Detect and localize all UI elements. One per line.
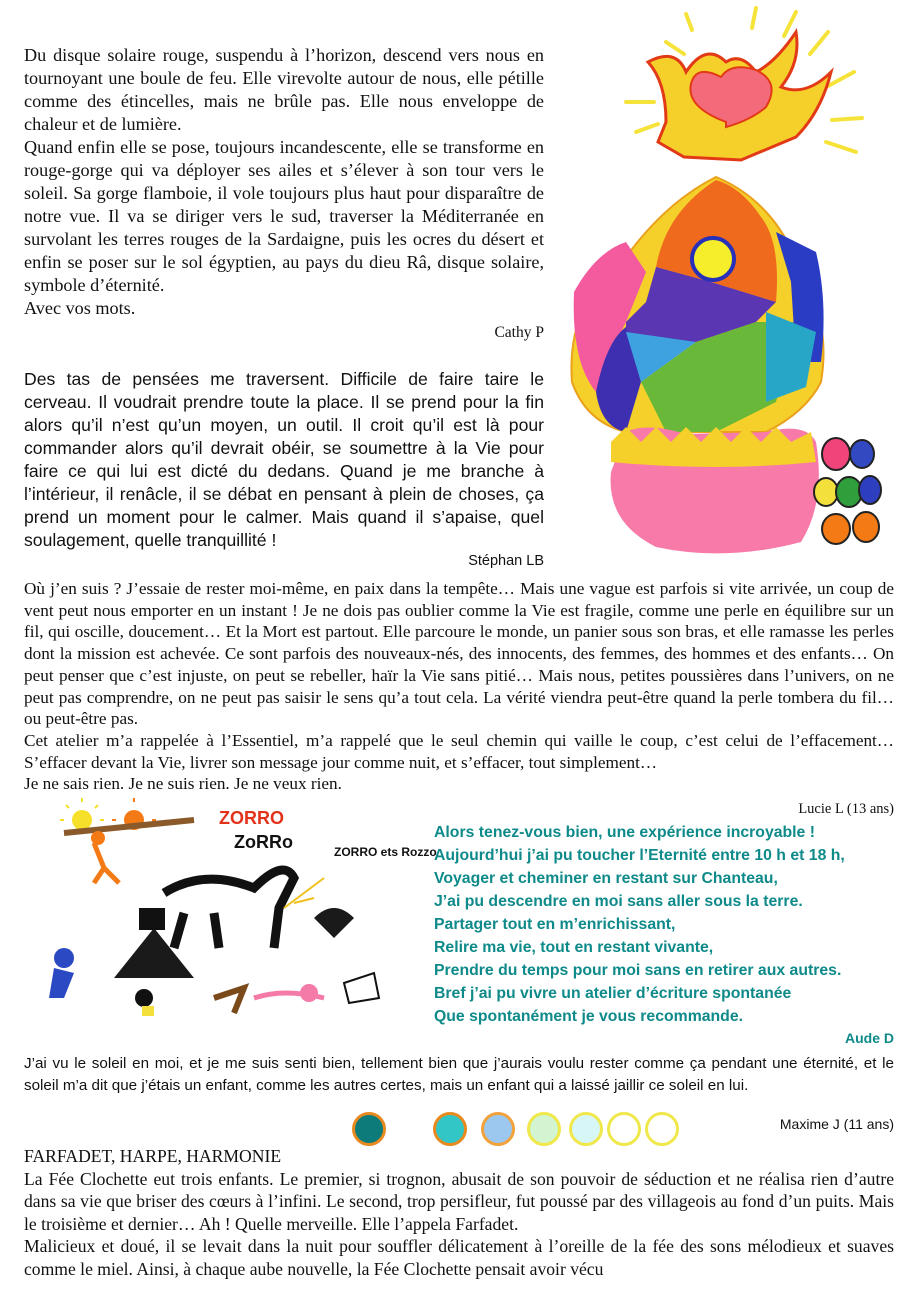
- paragraph: Cet atelier m’a rappelée à l’Essentiel, m’a rappelé que le seul chemin qui vaille le coup, c’est celui de l’effacement… S’effacer devant la Vie, livrer son message jour comme nuit, et s’effacer, tout simplement…: [24, 730, 894, 772]
- paragraph: J’ai vu le soleil en moi, et je me suis senti bien, tellement bien que j’aurais voulu rester comme ça pendant une éternité, et le soleil m’a dit que j’étais un enfant, comme les autres certes, mais un enfant qui a laissé jaillir ce soleil en lui.: [24, 1055, 894, 1094]
- poem-line: Alors tenez-vous bien, une expérience incroyable !: [434, 824, 815, 841]
- paragraph: Malicieux et doué, il se levait dans la nuit pour souffler délicatement à l’oreille de la fée des sons mélodieux et suaves comme le miel. Ainsi, à chaque aube nouvelle, la Fée Clochette pensait avoir vécu: [24, 1236, 894, 1279]
- zorro-label: ZORRO ets Rozzo: [334, 845, 437, 859]
- poem-line: Bref j’ai pu vivre un atelier d’écriture spontanée: [434, 985, 792, 1002]
- paragraph: Quand enfin elle se pose, toujours incandescente, elle se transforme en rouge-gorge qui va déployer ses ailes et s’élever à son tour vers le soleil. Sa gorge flamboie, il vole toujours plus haut pour disparaître de notre vue. Il va se diriger vers le sud, traverser la Méditerranée en survolant les terres rouges de la Sardaigne, puis les ocres du désert et enfin se poser sur le sol égyptien, au pays du dieu Râ, disque solaire, symbole d’éternité.: [24, 137, 544, 295]
- decorative-circle: [481, 1112, 515, 1146]
- paragraph: Où j’en suis ? J’essaie de rester moi-même, en paix dans la tempête… Mais une vague est parfois si vite arrivée, un coup de vent peut nous emporter en un instant ! Je ne dois pas oublier comme la Vie est fragile, comme une perle en équilibre sur un fil, qui oscille, doucement… Et la Mort est partout. Elle parcoure le monde, un panier sous son bras, et elle ramasse les perles dont la mission est achevée. Ce sont parfois des nouveaux-nés, des innocents, des femmes, des hommes et des enfants… On peut penser que c’est injuste, on peut se rebeller, haïr la Vie sans pitié… Mais nous, petites poussières dans l’univers, on ne peut pas comprendre, on ne peut pas saisir le sens qu’a tout cela. La vérité viendra peut-être quand la perle tombera du fil… ou peut-être pas.: [24, 579, 894, 729]
- paragraph: Du disque solaire rouge, suspendu à l’horizon, descend vers nous en tournoyant une boule de feu. Elle virevolte autour de nous, elle pétille comme des étincelles, mais ne brûle pas. Elle nous enveloppe de chaleur et de lumière.: [24, 45, 544, 134]
- author-signature: Cathy P: [494, 324, 544, 341]
- text-block-maxime: [24, 1053, 894, 1096]
- zorro-label: ZORRO: [219, 808, 284, 828]
- text-block-aude-poem: [434, 821, 894, 1048]
- decorative-circle: [607, 1112, 641, 1146]
- decorative-circle: [433, 1112, 467, 1146]
- zorro-drawing-illustration: [24, 798, 437, 1024]
- poem-line: Voyager et cheminer en restant sur Chanteau,: [434, 870, 778, 887]
- poem-line: J’ai pu descendre en moi sans aller sous la terre.: [434, 893, 803, 910]
- poem-line: Prendre du temps pour moi sans en retirer aux autres.: [434, 962, 842, 979]
- poem-line: Que spontanément je vous recommande.: [434, 1008, 743, 1025]
- paragraph: La Fée Clochette eut trois enfants. Le premier, si trognon, abusait de son pouvoir de séduction et ne réalisa rien d’autre dans sa vie que briser des cœurs à l’infini. Le second, trop persifleur, fut poussé par des villageois au fond d’un puits. Mais le troisième et dernier… Ah ! Quelle merveille. Elle l’appela Farfadet.: [24, 1168, 894, 1234]
- heart-drawing-illustration: [566, 2, 896, 558]
- paragraph: Je ne sais rien. Je ne suis rien. Je ne veux rien.: [24, 774, 342, 794]
- decorative-circle: [645, 1112, 679, 1146]
- poem-line: Aujourd’hui j’ai pu toucher l’Eternité entre 10 h et 18 h,: [434, 847, 845, 864]
- decorative-circle: [352, 1112, 386, 1146]
- zorro-label: ZoRRo: [234, 832, 293, 852]
- decorative-circle: [569, 1112, 603, 1146]
- paragraph: Avec vos mots.: [24, 298, 136, 318]
- text-block-farfadet: [24, 1145, 894, 1280]
- paragraph: Des tas de pensées me traversent. Difficile de faire taire le cerveau. Il voudrait prendre toute la place. Il se prend pour la fin alors qu’il n’est qu’un moyen, un outil. Il croit qu’il est là pour commander alors qu’il devrait obéir, se soumettre à la Vie pour faire ce qui lui est dicté du dedans. Quand je me branche à l’intérieur, il renâcle, il se débat en pensant à plein de choses, ça prend un moment pour le calmer. Mais quand il s’apaise, quel soulagement, quelle tranquillité !: [24, 369, 544, 550]
- poem-line: Partager tout en m’enrichissant,: [434, 916, 676, 933]
- author-signature: Aude D: [845, 1030, 894, 1046]
- text-block-cathy: [24, 44, 544, 344]
- poem-line: Relire ma vie, tout en restant vivante,: [434, 939, 714, 956]
- text-block-lucie: [24, 578, 894, 821]
- author-signature: Maxime J (11 ans): [779, 1116, 894, 1132]
- section-title: FARFADET, HARPE, HARMONIE: [24, 1146, 282, 1166]
- decorative-circle: [527, 1112, 561, 1146]
- author-signature: Stéphan LB: [468, 553, 544, 569]
- text-block-stephan: [24, 368, 544, 570]
- author-signature: Lucie L (13 ans): [798, 801, 894, 818]
